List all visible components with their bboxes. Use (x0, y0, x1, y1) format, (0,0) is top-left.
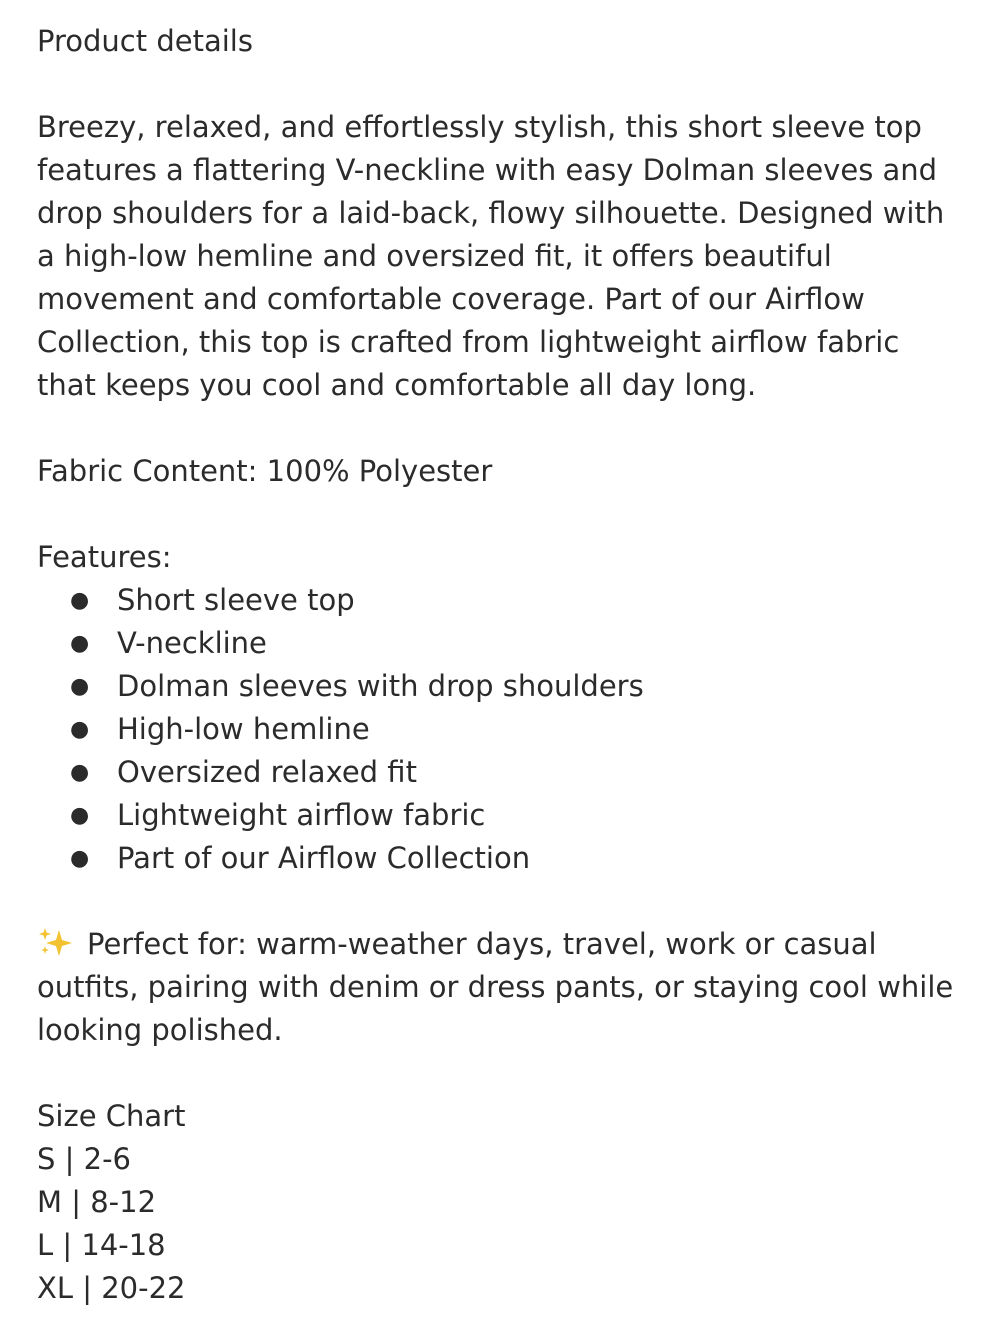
bullet-icon: ● (70, 760, 90, 785)
description-line: that keeps you cool and comfortable all day long. (37, 368, 757, 402)
perfect-for-line: looking polished. (37, 1013, 283, 1047)
feature-text: Oversized relaxed fit (117, 755, 417, 789)
bullet-icon: ● (70, 631, 90, 656)
bullet-icon: ● (70, 717, 90, 742)
feature-item (37, 622, 967, 665)
description-line: a high-low hemline and oversized fit, it offers beautiful (37, 239, 832, 273)
description-line: Breezy, relaxed, and effortlessly stylish, this short sleeve top (37, 110, 922, 144)
features-title: Features: (37, 540, 172, 574)
feature-text: Dolman sleeves with drop shoulders (117, 669, 644, 703)
description-line: movement and comfortable coverage. Part of our Airflow (37, 282, 865, 316)
feature-text: High-low hemline (117, 712, 370, 746)
size-row: S | 2-6 (37, 1142, 131, 1176)
sparkles-icon (37, 926, 77, 958)
size-row: M | 8-12 (37, 1185, 157, 1219)
feature-text: Lightweight airflow fabric (117, 798, 486, 832)
feature-text: Short sleeve top (117, 583, 355, 617)
feature-text: Part of our Airflow Collection (117, 841, 531, 875)
fabric-content: Fabric Content: 100% Polyester (37, 454, 493, 488)
product-details (37, 20, 967, 1310)
feature-item (37, 665, 967, 708)
feature-item (37, 579, 967, 622)
feature-item (37, 837, 967, 880)
bullet-icon: ● (70, 588, 90, 613)
perfect-for-line: outfits, pairing with denim or dress pants, or staying cool while (37, 970, 954, 1004)
feature-item (37, 751, 967, 794)
bullet-icon: ● (70, 674, 90, 699)
size-chart-title: Size Chart (37, 1099, 186, 1133)
product-details-heading: Product details (37, 24, 253, 58)
size-row: L | 14-18 (37, 1228, 166, 1262)
product-description (37, 106, 967, 407)
feature-text: V-neckline (117, 626, 267, 660)
perfect-for-text: Perfect for: warm-weather days, travel, work or casual (87, 927, 877, 961)
size-chart (37, 1095, 967, 1310)
bullet-icon: ● (70, 803, 90, 828)
feature-item (37, 708, 967, 751)
size-row: XL | 20-22 (37, 1271, 186, 1305)
features-list (37, 579, 967, 880)
description-line: Collection, this top is crafted from lightweight airflow fabric (37, 325, 900, 359)
description-line: features a flattering V-neckline with easy Dolman sleeves and (37, 153, 938, 187)
feature-item (37, 794, 967, 837)
description-line: drop shoulders for a laid-back, flowy silhouette. Designed with (37, 196, 945, 230)
perfect-for (37, 923, 967, 1052)
perfect-for-line (37, 923, 967, 966)
bullet-icon: ● (70, 846, 90, 871)
